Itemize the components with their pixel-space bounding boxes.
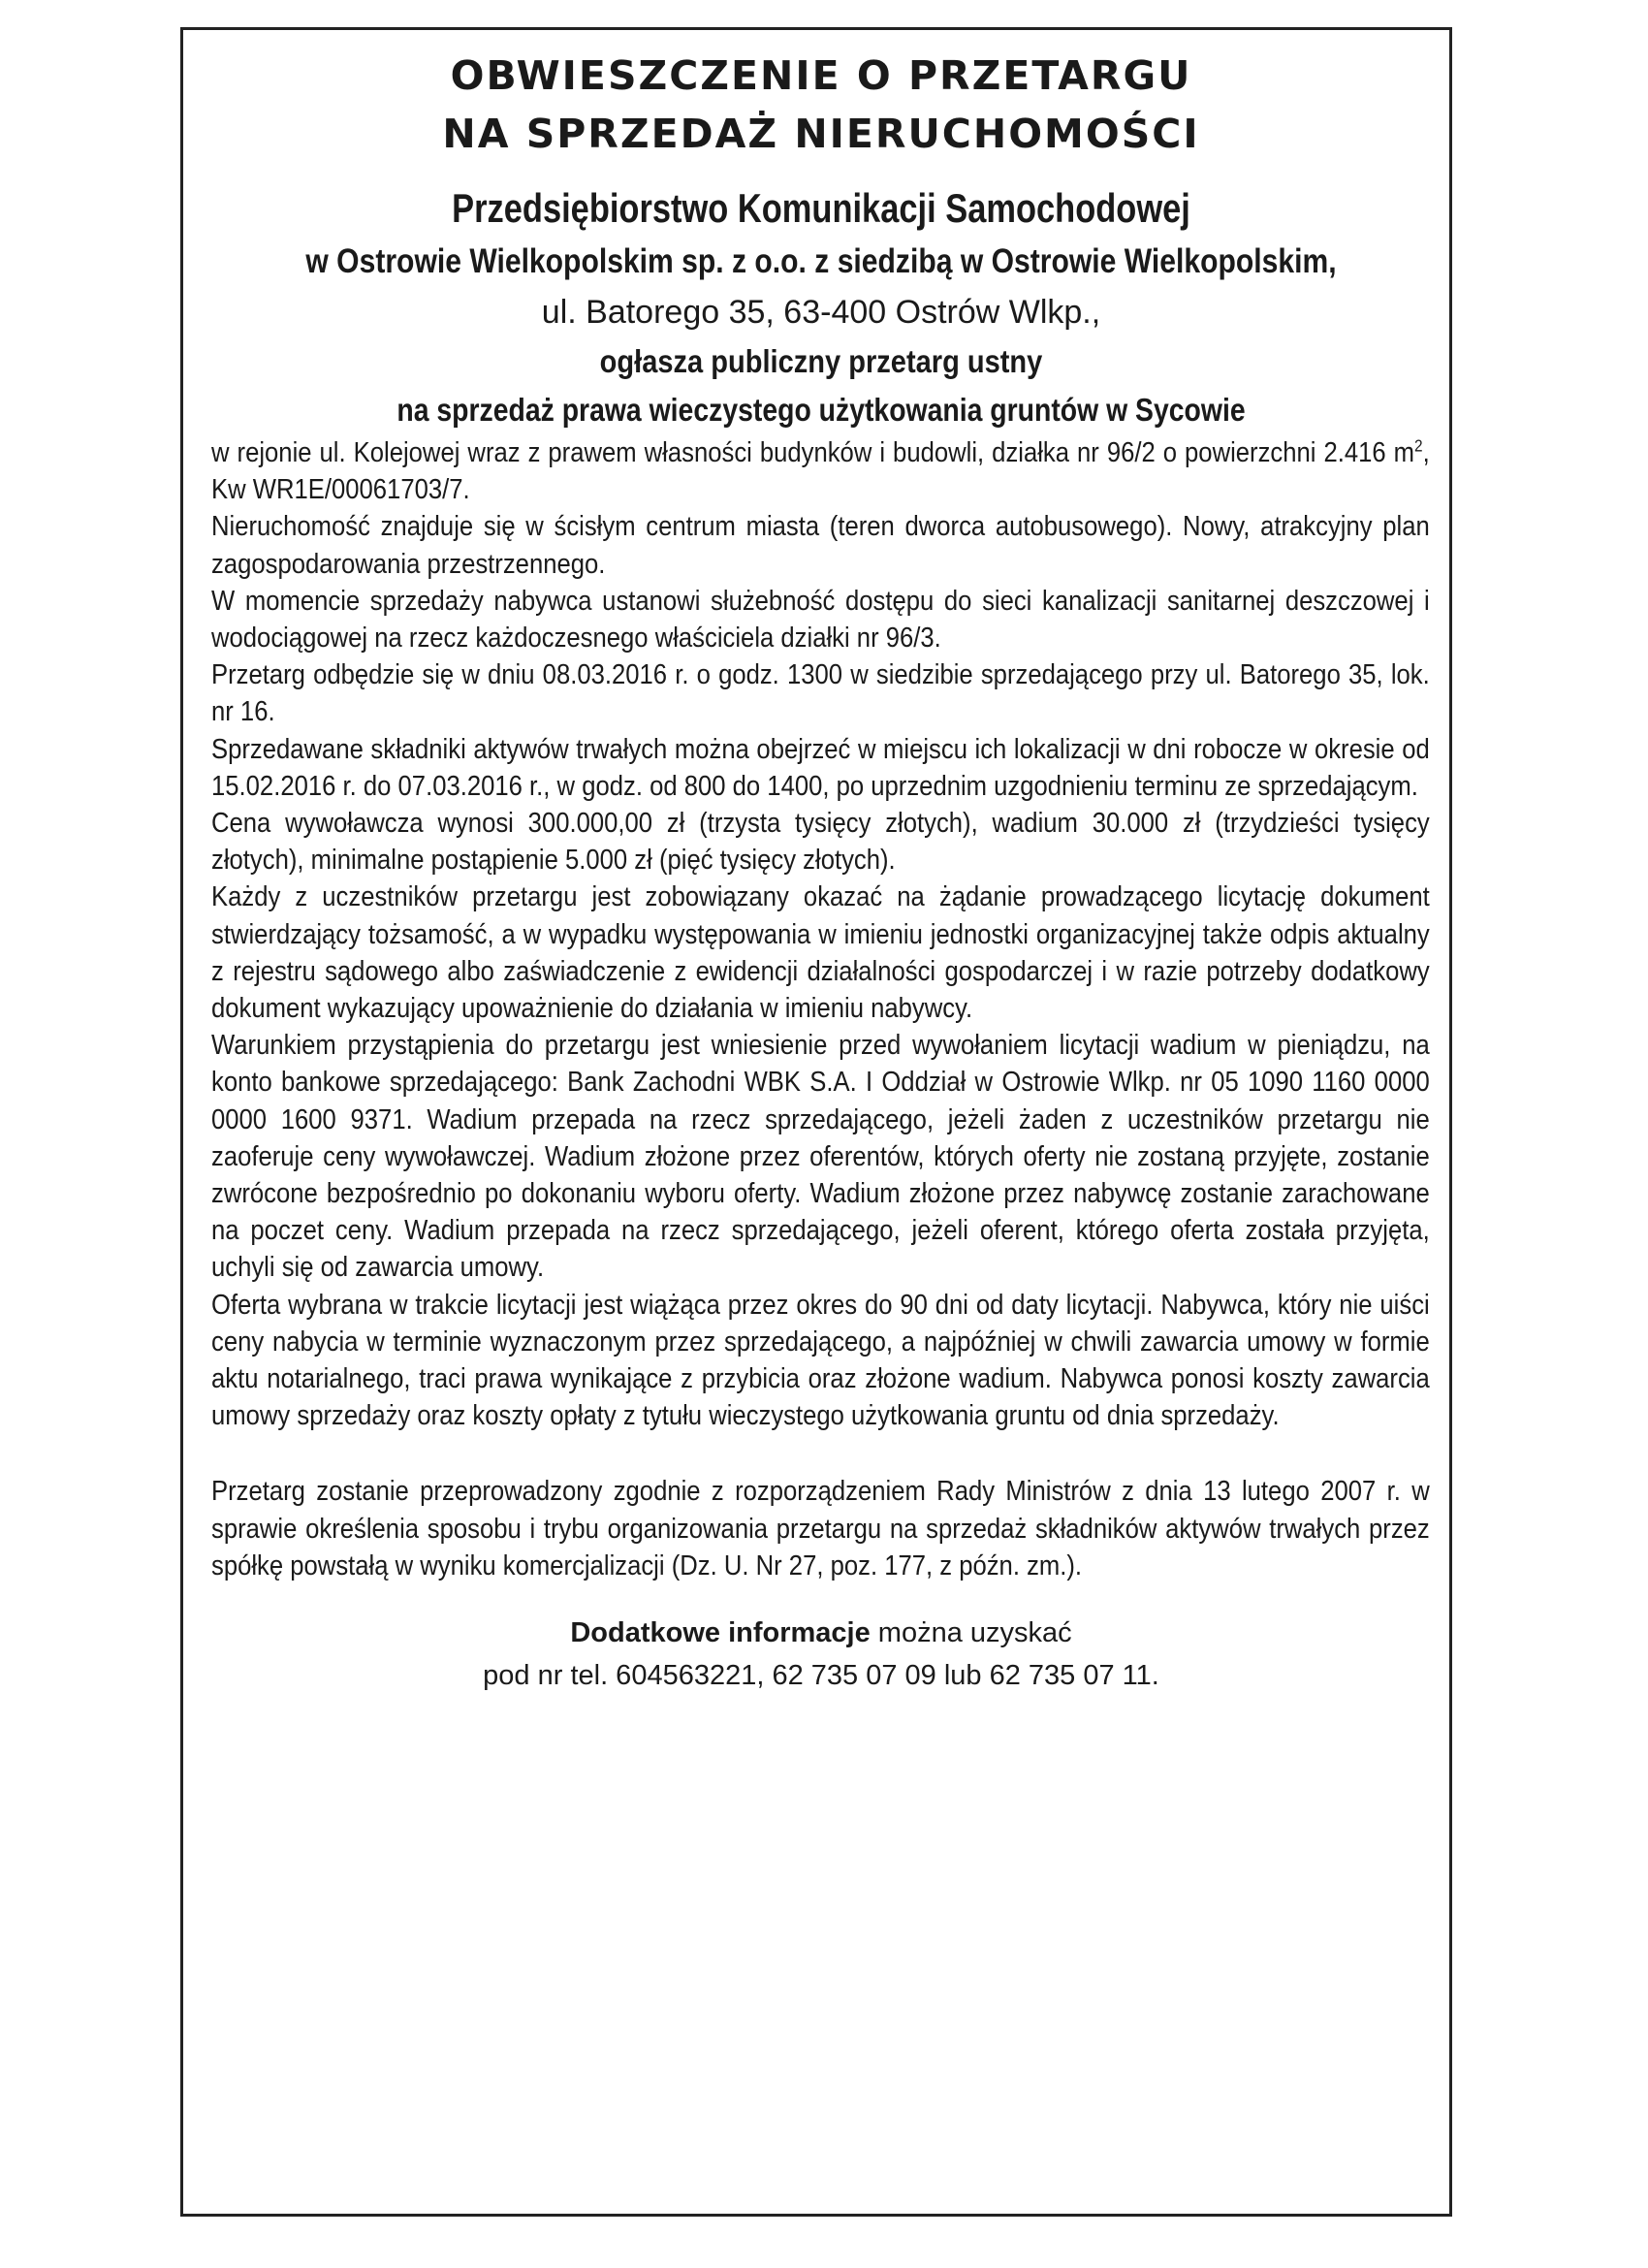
paragraph-viewing: Sprzedawane składniki aktywów trwałych można obejrzeć w miejscu ich lokalizacji w dni robocze w okresie od 15.02.2016 r. do 07.03.2016 r., w godz. od 800 do 1400, po uprzednim uzgodnieniu terminu ze sprzedającym. — [211, 733, 1430, 802]
company-name: Przedsiębiorstwo Komunikacji Samochodowej — [452, 185, 1190, 231]
paragraph-offer-binding: Oferta wybrana w trakcie licytacji jest wiążąca przez okres do 90 dni od daty licytacji. Nabywca, który nie uiści ceny nabycia w terminie wyznaczonym przez sprzedającego, a najpóźniej w chwili zawarcia umowy w formie aktu notarialnego, traci prawa wynikające z przybicia oraz złożone wadium. Nabywca ponosi koszty zawarcia umowy sprzedaży oraz koszty opłaty z tytułu wieczystego użytkowania gruntu od dnia sprzedaży. — [211, 1289, 1430, 1432]
paragraph-auction-date: Przetarg odbędzie się w dniu 08.03.2016 r. o godz. 1300 w siedzibie sprzedającego przy ul. Batorego 35, lok. nr 16. — [211, 659, 1430, 728]
paragraph-price: Cena wywoławcza wynosi 300.000,00 zł (trzysta tysięcy złotych), wadium 30.000 zł (trzydzieści tysięcy złotych), minimalne postąpienie 5.000 zł (pięć tysięcy złotych). — [211, 808, 1430, 877]
title-line-2: NA SPRZEDAŻ NIERUCHOMOŚCI — [442, 111, 1200, 157]
paragraph-location: w rejonie ul. Kolejowej wraz z prawem własności budynków i budowli, działka nr 96/2 o powierzchni 2.416 $m^2$, Kw WR1E/00061703/7. — [211, 436, 1430, 506]
company-address: ul. Batorego 35, 63-400 Ostrów Wlkp., — [541, 294, 1101, 331]
paragraph-property-info: Nieruchomość znajduje się w ścisłym centrum miasta (teren dworca autobusowego). Nowy, atrakcyjny plan zagospodarowania przestrzennego. — [211, 511, 1430, 580]
contact-line-1: Dodatkowe informacje można uzyskać — [570, 1617, 1072, 1649]
contact-phone-numbers: pod nr tel. 604563221, 62 735 07 09 lub 62 735 07 11. — [483, 1660, 1159, 1692]
paragraph-legal-basis: Przetarg zostanie przeprowadzony zgodnie z rozporządzeniem Rady Ministrów z dnia 13 lutego 2007 r. w sprawie określenia sposobu i trybu organizowania przetargu na sprzedaż składników aktywów trwałych przez spółkę powstałą w wyniku komercjalizacji (Dz. U. Nr 27, poz. 177, z późn. zm.). — [211, 1476, 1430, 1581]
notice-body — [211, 434, 1430, 1584]
sale-subject: na sprzedaż prawa wieczystego użytkowania gruntów w Sycowie — [396, 392, 1246, 428]
paragraph-deposit: Warunkiem przystąpienia do przetargu jest wniesienie przed wywołaniem licytacji wadium w pieniądzu, na konto bankowe sprzedającego: Bank Zachodni WBK S.A. I Oddział w Ostrowie Wlkp. nr 05 1090 1160 0000 0000 1600 9371. Wadium przepada na rzecz sprzedającego, jeżeli żaden z uczestników przetargu nie zaoferuje ceny wywoławczej. Wadium złożone przez oferentów, których oferty nie zostaną przyjęte, zostanie zwrócone bezpośrednio po dokonaniu wyboru oferty. Wadium złożone przez nabywcę zostanie zarachowane na poczet ceny. Wadium przepada na rzecz sprzedającego, jeżeli oferent, którego oferta została przyjęta, uchyli się od zawarcia umowy. — [211, 1030, 1430, 1284]
notice-content — [211, 47, 1431, 1697]
paragraph-participants: Każdy z uczestników przetargu jest zobowiązany okazać na żądanie prowadzącego licytację dokument stwierdzający tożsamość, a w wypadku występowania w imieniu jednostki organizacyjnej także odpis aktualny z rejestru sądowego albo zaświadczenie z ewidencji działalności gospodarczej i w razie potrzeby dodatkowy dokument wykazujący upoważnienie do działania w imieniu nabywcy. — [211, 881, 1430, 1025]
contact-info — [211, 1612, 1431, 1697]
company-seat: w Ostrowie Wielkopolskim sp. z o.o. z siedzibą w Ostrowie Wielkopolskim, — [305, 242, 1337, 280]
title-line-1: OBWIESZCZENIE O PRZETARGU — [450, 52, 1192, 99]
announcement-heading: ogłasza publiczny przetarg ustny — [599, 343, 1043, 379]
paragraph-easement: W momencie sprzedaży nabywca ustanowi służebność dostępu do sieci kanalizacji sanitarnej deszczowej i wodociągowej na rzecz każdoczesnego właściciela działki nr 96/3. — [211, 585, 1430, 655]
